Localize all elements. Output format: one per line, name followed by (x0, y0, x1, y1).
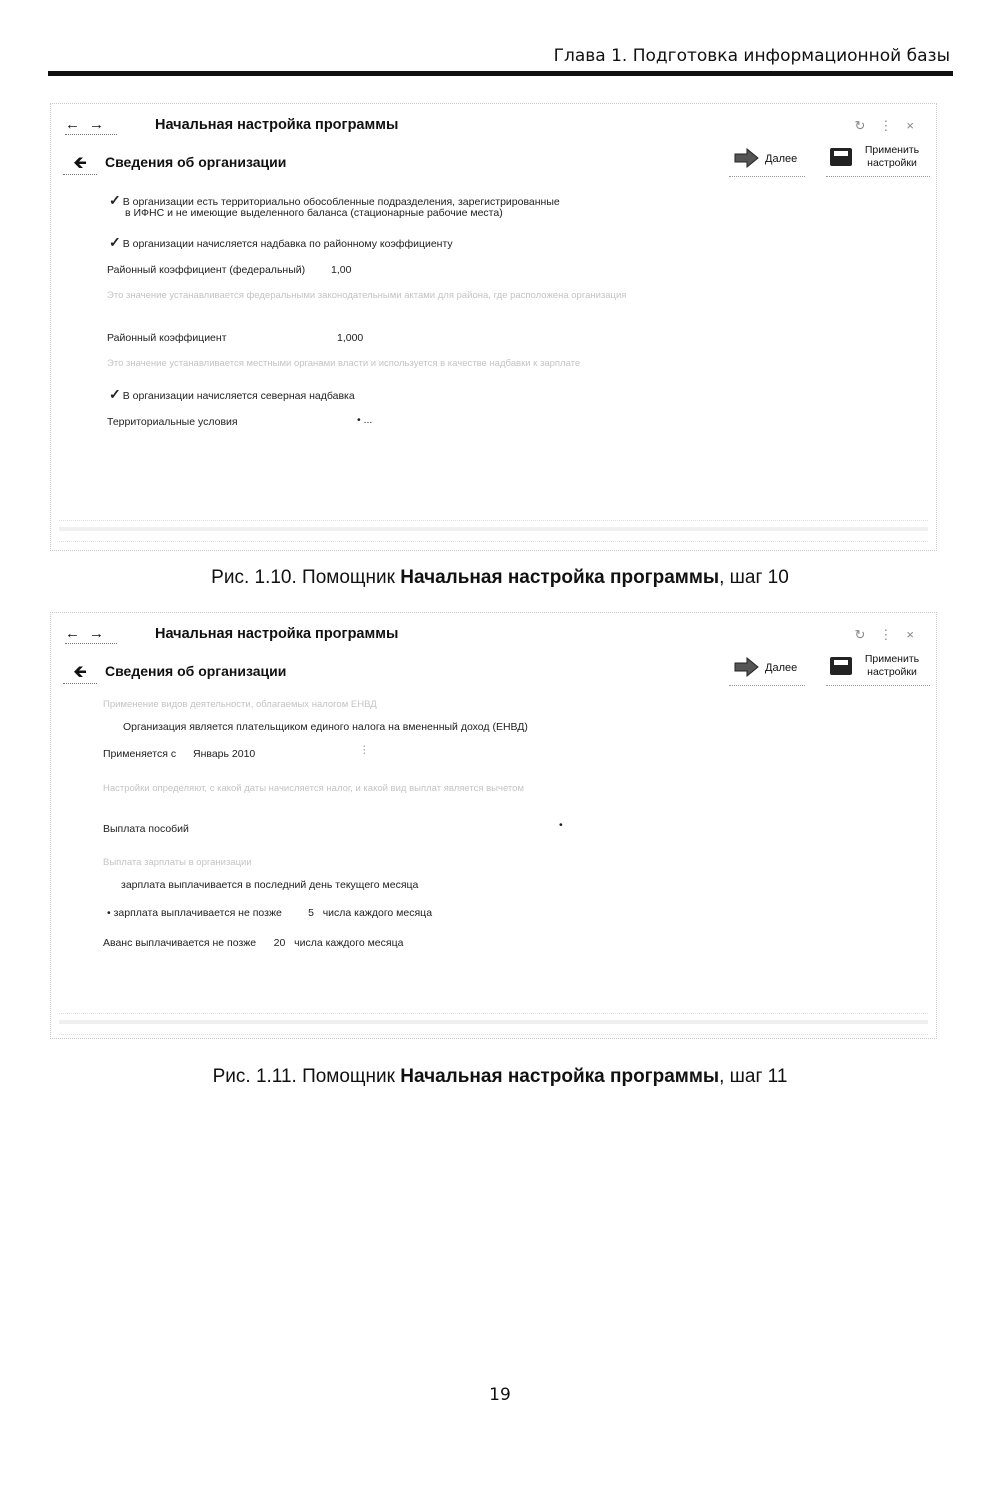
nav-arrows (65, 116, 117, 135)
salary-day-field[interactable]: 5 (308, 907, 314, 919)
regional-coef-label: Районный коэффициент (107, 332, 227, 344)
figure-caption-11: Рис. 1.11. Помощник Начальная настройка программы, шаг 11 (212, 1066, 788, 1087)
figure-caption-10: Рис. 1.10. Помощник Начальная настройка программы, шаг 10 (211, 567, 789, 588)
section-header (51, 655, 936, 695)
step-back-icon[interactable]: 🡸 (63, 150, 97, 175)
benefits-label: Выплата пособий (103, 823, 189, 835)
apply-label-1: Применить (864, 653, 920, 665)
next-button[interactable] (729, 146, 805, 177)
regional-coef-checkbox[interactable]: ✓ В организации начисляется надбавка по районному коэффициенту (109, 234, 453, 250)
forward-arrow-icon[interactable]: → (89, 625, 104, 642)
radio-not-later[interactable]: • зарплата выплачивается не позже 5 числа каждого месяца (107, 907, 433, 919)
apply-label-2: настройки (867, 666, 917, 678)
save-icon (830, 148, 852, 166)
next-label: Далее (765, 662, 798, 674)
screenshot-step-11 (50, 612, 937, 1039)
applied-since-field[interactable]: Январь 2010 (193, 748, 256, 760)
section-title: Сведения об организации (105, 663, 287, 679)
section-title: Сведения об организации (105, 154, 287, 170)
section-header (51, 146, 936, 186)
save-icon (830, 657, 852, 675)
ndfl-hint: Настройки определяют, с какой даты начисляется налог, и какой вид выплат является вычетом (103, 783, 524, 794)
radio-selected-icon: • (107, 907, 114, 919)
envd-checkbox[interactable]: Организация является плательщиком единого налога на вмененный доход (ЕНВД) (123, 721, 528, 733)
title-bar (51, 114, 936, 138)
regional-coef-hint: Это значение устанавливается местными органами власти и используется в качестве надбавки к зарплате (107, 358, 581, 369)
bottom-scrollbar[interactable] (59, 520, 928, 542)
north-bonus-checkbox[interactable]: ✓ В организации начисляется северная надбавка (109, 386, 355, 402)
window-controls[interactable]: ↻⋮× (854, 118, 928, 133)
federal-coef-label: Районный коэффициент (федеральный) (107, 264, 306, 276)
advance-row: Аванс выплачивается не позже 20 числа каждого месяца (103, 937, 404, 949)
federal-coef-hint: Это значение устанавливается федеральными законодательными актами для района, где расположена организация (107, 290, 627, 301)
next-arrow-icon (733, 657, 759, 677)
apply-settings-button[interactable] (826, 142, 930, 177)
territorial-field[interactable]: • ... (357, 414, 373, 426)
federal-coef-field[interactable]: 1,00 (331, 264, 352, 276)
territorial-label: Территориальные условия (107, 416, 238, 428)
checkmark-icon: ✓ (109, 386, 121, 402)
salary-hint: Выплата зарплаты в организации (103, 857, 252, 868)
window-title: Начальная настройка программы (155, 117, 399, 133)
step-back-icon[interactable]: 🡸 (63, 659, 97, 684)
advance-day-field[interactable]: 20 (273, 937, 286, 949)
next-label: Далее (765, 153, 798, 165)
title-bar (51, 623, 936, 647)
applied-since-label: Применяется с (103, 748, 177, 760)
next-arrow-icon (733, 148, 759, 168)
checkmark-icon: ✓ (109, 234, 121, 250)
nav-arrows (65, 625, 117, 644)
apply-label-2: настройки (867, 157, 917, 169)
next-button[interactable] (729, 655, 805, 686)
apply-label-1: Применить (864, 144, 920, 156)
back-arrow-icon[interactable]: ← (65, 625, 80, 642)
header-rule (48, 71, 953, 76)
calendar-icon[interactable]: ⋮ (359, 744, 370, 756)
radio-last-day[interactable]: зарплата выплачивается в последний день текущего месяца (121, 879, 419, 891)
window-title: Начальная настройка программы (155, 626, 399, 642)
separate-units-label-cont: в ИФНС и не имеющие выделенного баланса (стационарные рабочие места) (125, 207, 503, 219)
screenshot-step-10 (50, 103, 937, 551)
apply-settings-button[interactable] (826, 651, 930, 686)
forward-arrow-icon[interactable]: → (89, 116, 104, 133)
running-head: Глава 1. Подготовка информационной базы (553, 46, 950, 66)
page-number: 19 (489, 1385, 511, 1405)
envd-hint: Применение видов деятельности, облагаемых налогом ЕНВД (103, 699, 377, 710)
separate-units-checkbox[interactable]: ✓ В организации есть территориально обособленные подразделения, зарегистрированные (109, 192, 560, 208)
window-controls[interactable]: ↻⋮× (854, 627, 928, 642)
bottom-scrollbar[interactable] (59, 1013, 928, 1035)
regional-coef-field[interactable]: 1,000 (337, 332, 364, 344)
checkmark-icon: ✓ (109, 192, 121, 208)
benefits-dropdown-icon[interactable]: • (559, 819, 563, 831)
back-arrow-icon[interactable]: ← (65, 116, 80, 133)
